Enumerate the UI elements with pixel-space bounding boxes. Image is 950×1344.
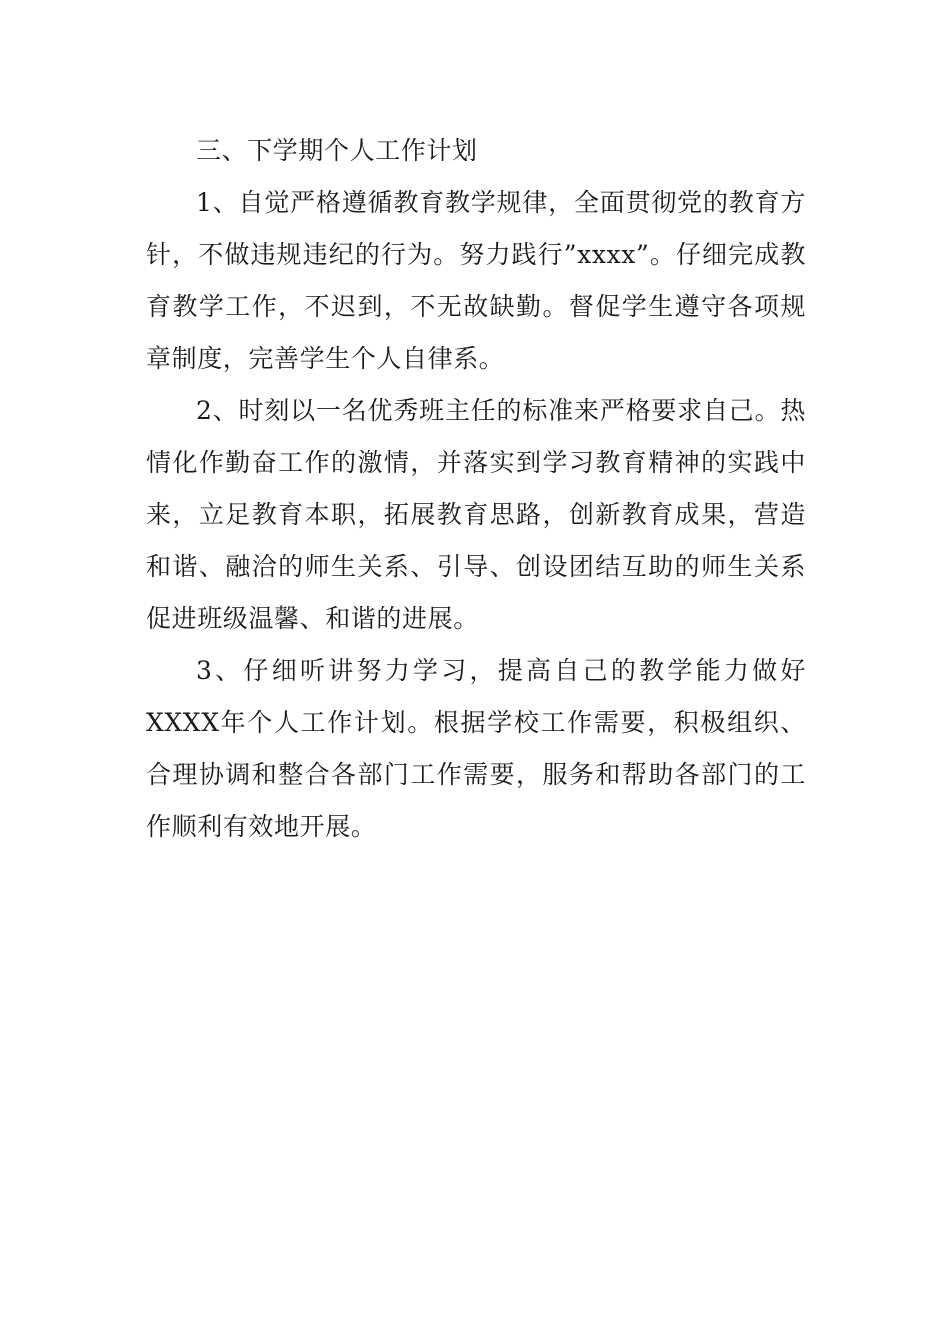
paragraph-1: 1、自觉严格遵循教育教学规律，全面贯彻党的教育方针，不做违规违纪的行为。努力践行”xxxx”。仔细完成教育教学工作，不迟到，不无故缺勤。督促学生遵守各项规章制度，完善学生个人自律系。 bbox=[146, 188, 806, 373]
paragraph-3: 3、仔细听讲努力学习，提高自己的教学能力做好XXXX年个人工作计划。根据学校工作需要，积极组织、合理协调和整合各部门工作需要，服务和帮助各部门的工作顺利有效地开展。 bbox=[146, 656, 806, 841]
paragraph-2: 2、时刻以一名优秀班主任的标准来严格要求自己。热情化作勤奋工作的激情，并落实到学习教育精神的实践中来，立足教育本职，拓展教育思路，创新教育成果，营造和谐、融洽的师生关系、引导、创设团结互助的师生关系促进班级温馨、和谐的进展。 bbox=[146, 396, 806, 633]
section-heading: 三、下学期个人工作计划 bbox=[196, 136, 478, 165]
document-body bbox=[146, 125, 806, 853]
